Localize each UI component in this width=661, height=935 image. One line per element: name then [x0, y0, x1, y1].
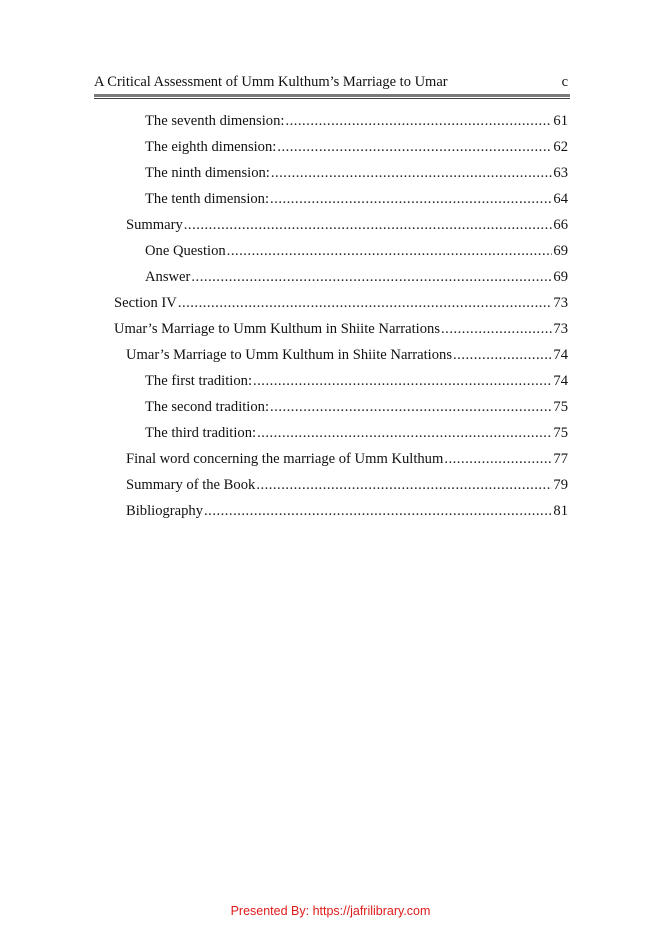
- dot-leader: [441, 321, 552, 338]
- toc-entry-label: Umar’s Marriage to Umm Kulthum in Shiite Narrations: [114, 321, 441, 337]
- dot-leader: [270, 191, 552, 208]
- toc-entry-page: 73: [553, 295, 568, 311]
- toc-entry-page: 62: [553, 139, 568, 155]
- toc-entry-eighth-dimension[interactable]: [145, 139, 568, 159]
- header-title: A Critical Assessment of Umm Kulthum’s Marriage to Umar: [94, 74, 448, 90]
- toc-entry-page: 81: [553, 503, 568, 519]
- toc-entry-label: Section IV: [114, 295, 177, 311]
- toc-entry-page: 64: [553, 191, 568, 207]
- toc-entry-label: The third tradition:: [145, 425, 257, 441]
- toc-entry-page: 69: [553, 269, 568, 285]
- toc-entry-page: 74: [553, 347, 568, 363]
- toc-entry-page: 66: [553, 217, 568, 233]
- toc-entry-umars-marriage-section[interactable]: [114, 321, 568, 341]
- dot-leader: [270, 399, 552, 416]
- dot-leader: [271, 165, 553, 182]
- toc-entry-answer[interactable]: [145, 269, 568, 289]
- toc-entry-page: 75: [553, 425, 568, 441]
- header-page-marker: c: [561, 74, 568, 90]
- toc-entry-final-word[interactable]: [126, 451, 568, 471]
- dot-leader: [178, 295, 553, 312]
- toc-entry-page: 63: [553, 165, 568, 181]
- toc-entry-bibliography[interactable]: [126, 503, 568, 523]
- toc-entry-summary-of-book[interactable]: [126, 477, 568, 497]
- toc-entry-tenth-dimension[interactable]: [145, 191, 568, 211]
- toc-entry-page: 74: [553, 373, 568, 389]
- header-rule: [94, 94, 570, 97]
- dot-leader: [444, 451, 552, 468]
- dot-leader: [277, 139, 552, 156]
- toc-entry-page: 61: [553, 113, 568, 129]
- header-rule-thin: [94, 98, 570, 99]
- toc-entry-label: Summary of the Book: [126, 477, 256, 493]
- dot-leader: [257, 425, 552, 442]
- toc-entry-seventh-dimension[interactable]: [145, 113, 568, 133]
- toc-entry-second-tradition[interactable]: [145, 399, 568, 419]
- toc-entry-section-iv[interactable]: [114, 295, 568, 315]
- toc-entry-label: Answer: [145, 269, 191, 285]
- toc-entry-label: Summary: [126, 217, 183, 233]
- dot-leader: [227, 243, 553, 260]
- dot-leader: [285, 113, 552, 130]
- dot-leader: [253, 373, 552, 390]
- toc-entry-label: Bibliography: [126, 503, 204, 519]
- toc-entry-ninth-dimension[interactable]: [145, 165, 568, 185]
- footer-credit: Presented By: https://jafrilibrary.com: [230, 904, 431, 918]
- toc-entry-label: The tenth dimension:: [145, 191, 270, 207]
- toc-entry-first-tradition[interactable]: [145, 373, 568, 393]
- toc-entry-page: 75: [553, 399, 568, 415]
- dot-leader: [184, 217, 553, 234]
- toc-entry-page: 69: [553, 243, 568, 259]
- toc-entry-label: Final word concerning the marriage of Umm Kulthum: [126, 451, 444, 467]
- dot-leader: [191, 269, 552, 286]
- toc-entry-label: The ninth dimension:: [145, 165, 270, 181]
- toc-entry-label: The seventh dimension:: [145, 113, 285, 129]
- toc-entry-umars-marriage-subsection[interactable]: [126, 347, 568, 367]
- toc-entry-label: Umar’s Marriage to Umm Kulthum in Shiite Narrations: [126, 347, 453, 363]
- toc-entry-page: 77: [553, 451, 568, 467]
- toc-entry-third-tradition[interactable]: [145, 425, 568, 445]
- toc-entry-page: 73: [553, 321, 568, 337]
- toc-entry-summary[interactable]: [126, 217, 568, 237]
- toc-entry-label: The first tradition:: [145, 373, 252, 389]
- running-header: [94, 74, 570, 92]
- dot-leader: [453, 347, 552, 364]
- toc-entry-label: One Question: [145, 243, 226, 259]
- toc-entry-label: The second tradition:: [145, 399, 270, 415]
- dot-leader: [256, 477, 552, 494]
- toc-entry-one-question[interactable]: [145, 243, 568, 263]
- dot-leader: [204, 503, 552, 520]
- toc-entry-page: 79: [553, 477, 568, 493]
- toc-entry-label: The eighth dimension:: [145, 139, 277, 155]
